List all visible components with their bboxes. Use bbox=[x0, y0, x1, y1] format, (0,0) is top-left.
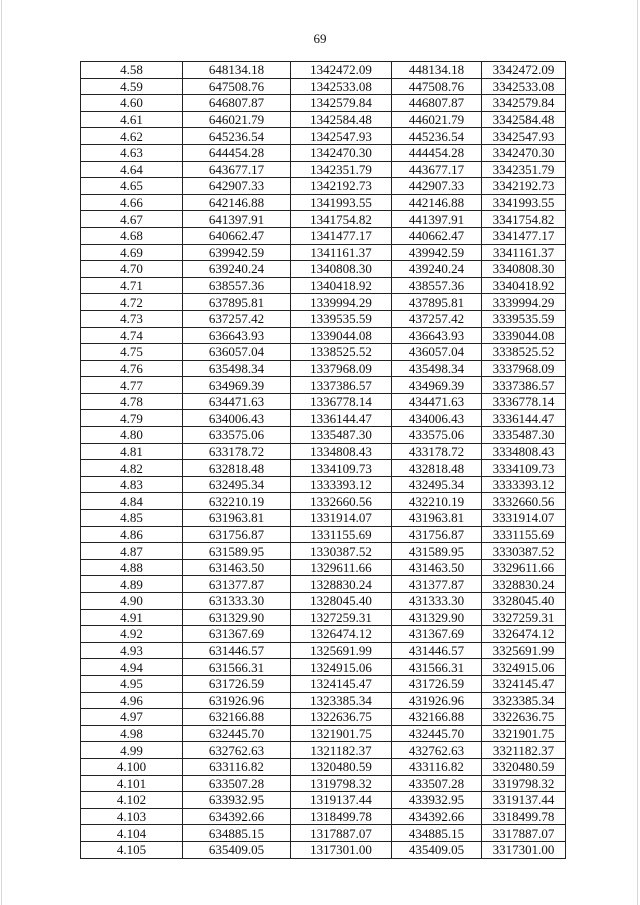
y2-coord-cell: 3324915.06 bbox=[482, 659, 566, 676]
point-id-cell: 4.67 bbox=[81, 211, 183, 228]
y-coord-cell: 1319798.32 bbox=[291, 775, 392, 792]
table-row bbox=[81, 144, 566, 161]
x2-coord-cell: 439240.24 bbox=[392, 261, 482, 278]
x2-coord-cell: 436057.04 bbox=[392, 344, 482, 361]
x2-coord-cell: 442146.88 bbox=[392, 194, 482, 211]
table-row bbox=[81, 659, 566, 676]
x-coord-cell: 645236.54 bbox=[183, 128, 291, 145]
x-coord-cell: 634885.15 bbox=[183, 825, 291, 842]
point-id-cell: 4.90 bbox=[81, 593, 183, 610]
y2-coord-cell: 3342547.93 bbox=[482, 128, 566, 145]
table-row bbox=[81, 775, 566, 792]
table-row bbox=[81, 327, 566, 344]
point-id-cell: 4.71 bbox=[81, 277, 183, 294]
table-row bbox=[81, 709, 566, 726]
y-coord-cell: 1339535.59 bbox=[291, 310, 392, 327]
y2-coord-cell: 3342533.08 bbox=[482, 78, 566, 95]
point-id-cell: 4.80 bbox=[81, 427, 183, 444]
x-coord-cell: 646807.87 bbox=[183, 95, 291, 112]
y-coord-cell: 1336144.47 bbox=[291, 410, 392, 427]
y-coord-cell: 1335487.30 bbox=[291, 427, 392, 444]
x2-coord-cell: 446807.87 bbox=[392, 95, 482, 112]
x2-coord-cell: 438557.36 bbox=[392, 277, 482, 294]
table-row bbox=[81, 78, 566, 95]
table-row bbox=[81, 792, 566, 809]
point-id-cell: 4.73 bbox=[81, 310, 183, 327]
table-row bbox=[81, 161, 566, 178]
point-id-cell: 4.93 bbox=[81, 642, 183, 659]
y2-coord-cell: 3319798.32 bbox=[482, 775, 566, 792]
y2-coord-cell: 3331155.69 bbox=[482, 526, 566, 543]
point-id-cell: 4.85 bbox=[81, 510, 183, 527]
y2-coord-cell: 3329611.66 bbox=[482, 559, 566, 576]
x2-coord-cell: 431756.87 bbox=[392, 526, 482, 543]
y2-coord-cell: 3338525.52 bbox=[482, 344, 566, 361]
x-coord-cell: 636057.04 bbox=[183, 344, 291, 361]
coordinates-table-body bbox=[81, 62, 566, 859]
table-row bbox=[81, 526, 566, 543]
y2-coord-cell: 3336778.14 bbox=[482, 393, 566, 410]
y2-coord-cell: 3340418.92 bbox=[482, 277, 566, 294]
y2-coord-cell: 3340808.30 bbox=[482, 261, 566, 278]
x-coord-cell: 647508.76 bbox=[183, 78, 291, 95]
table-row bbox=[81, 758, 566, 775]
x-coord-cell: 631446.57 bbox=[183, 642, 291, 659]
point-id-cell: 4.100 bbox=[81, 758, 183, 775]
y-coord-cell: 1341993.55 bbox=[291, 194, 392, 211]
y-coord-cell: 1339994.29 bbox=[291, 294, 392, 311]
table-row bbox=[81, 344, 566, 361]
point-id-cell: 4.58 bbox=[81, 62, 183, 79]
x-coord-cell: 631463.50 bbox=[183, 559, 291, 576]
x-coord-cell: 634969.39 bbox=[183, 377, 291, 394]
table-row bbox=[81, 626, 566, 643]
y-coord-cell: 1342351.79 bbox=[291, 161, 392, 178]
point-id-cell: 4.79 bbox=[81, 410, 183, 427]
point-id-cell: 4.69 bbox=[81, 244, 183, 261]
y2-coord-cell: 3335487.30 bbox=[482, 427, 566, 444]
point-id-cell: 4.83 bbox=[81, 476, 183, 493]
x-coord-cell: 631566.31 bbox=[183, 659, 291, 676]
x-coord-cell: 639942.59 bbox=[183, 244, 291, 261]
y-coord-cell: 1318499.78 bbox=[291, 808, 392, 825]
x-coord-cell: 632210.19 bbox=[183, 493, 291, 510]
y2-coord-cell: 3341754.82 bbox=[482, 211, 566, 228]
y2-coord-cell: 3333393.12 bbox=[482, 476, 566, 493]
y2-coord-cell: 3327259.31 bbox=[482, 609, 566, 626]
y-coord-cell: 1342472.09 bbox=[291, 62, 392, 79]
x2-coord-cell: 431566.31 bbox=[392, 659, 482, 676]
y-coord-cell: 1334109.73 bbox=[291, 460, 392, 477]
x-coord-cell: 642146.88 bbox=[183, 194, 291, 211]
scan-edge-left bbox=[1, 0, 2, 905]
y-coord-cell: 1342533.08 bbox=[291, 78, 392, 95]
point-id-cell: 4.59 bbox=[81, 78, 183, 95]
y-coord-cell: 1324915.06 bbox=[291, 659, 392, 676]
x2-coord-cell: 435409.05 bbox=[392, 841, 482, 858]
x2-coord-cell: 432495.34 bbox=[392, 476, 482, 493]
y2-coord-cell: 3339535.59 bbox=[482, 310, 566, 327]
y-coord-cell: 1342547.93 bbox=[291, 128, 392, 145]
y2-coord-cell: 3334109.73 bbox=[482, 460, 566, 477]
y2-coord-cell: 3317301.00 bbox=[482, 841, 566, 858]
y2-coord-cell: 3342470.30 bbox=[482, 144, 566, 161]
x-coord-cell: 633575.06 bbox=[183, 427, 291, 444]
point-id-cell: 4.95 bbox=[81, 675, 183, 692]
table-row bbox=[81, 128, 566, 145]
x-coord-cell: 637895.81 bbox=[183, 294, 291, 311]
point-id-cell: 4.96 bbox=[81, 692, 183, 709]
y2-coord-cell: 3328045.40 bbox=[482, 593, 566, 610]
x-coord-cell: 639240.24 bbox=[183, 261, 291, 278]
y-coord-cell: 1337386.57 bbox=[291, 377, 392, 394]
x2-coord-cell: 432210.19 bbox=[392, 493, 482, 510]
table-row bbox=[81, 460, 566, 477]
x2-coord-cell: 445236.54 bbox=[392, 128, 482, 145]
table-row bbox=[81, 593, 566, 610]
y2-coord-cell: 3319137.44 bbox=[482, 792, 566, 809]
y-coord-cell: 1342584.48 bbox=[291, 111, 392, 128]
table-row bbox=[81, 808, 566, 825]
point-id-cell: 4.89 bbox=[81, 576, 183, 593]
table-row bbox=[81, 211, 566, 228]
x-coord-cell: 631333.30 bbox=[183, 593, 291, 610]
x2-coord-cell: 434392.66 bbox=[392, 808, 482, 825]
y2-coord-cell: 3337386.57 bbox=[482, 377, 566, 394]
y-coord-cell: 1331914.07 bbox=[291, 510, 392, 527]
point-id-cell: 4.68 bbox=[81, 227, 183, 244]
y2-coord-cell: 3342584.48 bbox=[482, 111, 566, 128]
x2-coord-cell: 446021.79 bbox=[392, 111, 482, 128]
table-row bbox=[81, 178, 566, 195]
x-coord-cell: 634392.66 bbox=[183, 808, 291, 825]
x-coord-cell: 648134.18 bbox=[183, 62, 291, 79]
y2-coord-cell: 3337968.09 bbox=[482, 360, 566, 377]
y-coord-cell: 1339044.08 bbox=[291, 327, 392, 344]
point-id-cell: 4.63 bbox=[81, 144, 183, 161]
point-id-cell: 4.105 bbox=[81, 841, 183, 858]
x2-coord-cell: 432762.63 bbox=[392, 742, 482, 759]
x-coord-cell: 646021.79 bbox=[183, 111, 291, 128]
y2-coord-cell: 3323385.34 bbox=[482, 692, 566, 709]
table-row bbox=[81, 111, 566, 128]
x-coord-cell: 641397.91 bbox=[183, 211, 291, 228]
x2-coord-cell: 433116.82 bbox=[392, 758, 482, 775]
table-row bbox=[81, 559, 566, 576]
scan-edge-right bbox=[637, 0, 638, 905]
table-row bbox=[81, 277, 566, 294]
x2-coord-cell: 431446.57 bbox=[392, 642, 482, 659]
y-coord-cell: 1319137.44 bbox=[291, 792, 392, 809]
table-row bbox=[81, 261, 566, 278]
x-coord-cell: 636643.93 bbox=[183, 327, 291, 344]
table-row bbox=[81, 95, 566, 112]
y2-coord-cell: 3342351.79 bbox=[482, 161, 566, 178]
point-id-cell: 4.65 bbox=[81, 178, 183, 195]
table-row bbox=[81, 725, 566, 742]
x-coord-cell: 633507.28 bbox=[183, 775, 291, 792]
y-coord-cell: 1326474.12 bbox=[291, 626, 392, 643]
point-id-cell: 4.104 bbox=[81, 825, 183, 842]
y2-coord-cell: 3330387.52 bbox=[482, 543, 566, 560]
y-coord-cell: 1341754.82 bbox=[291, 211, 392, 228]
y2-coord-cell: 3326474.12 bbox=[482, 626, 566, 643]
table-row bbox=[81, 510, 566, 527]
x-coord-cell: 632445.70 bbox=[183, 725, 291, 742]
point-id-cell: 4.61 bbox=[81, 111, 183, 128]
x-coord-cell: 631329.90 bbox=[183, 609, 291, 626]
point-id-cell: 4.84 bbox=[81, 493, 183, 510]
table-row bbox=[81, 227, 566, 244]
y2-coord-cell: 3320480.59 bbox=[482, 758, 566, 775]
x2-coord-cell: 442907.33 bbox=[392, 178, 482, 195]
point-id-cell: 4.60 bbox=[81, 95, 183, 112]
table-row bbox=[81, 393, 566, 410]
point-id-cell: 4.77 bbox=[81, 377, 183, 394]
y2-coord-cell: 3332660.56 bbox=[482, 493, 566, 510]
x2-coord-cell: 431726.59 bbox=[392, 675, 482, 692]
y-coord-cell: 1330387.52 bbox=[291, 543, 392, 560]
y-coord-cell: 1321182.37 bbox=[291, 742, 392, 759]
point-id-cell: 4.94 bbox=[81, 659, 183, 676]
y-coord-cell: 1340418.92 bbox=[291, 277, 392, 294]
table-row bbox=[81, 609, 566, 626]
x2-coord-cell: 432445.70 bbox=[392, 725, 482, 742]
x-coord-cell: 631726.59 bbox=[183, 675, 291, 692]
x2-coord-cell: 433178.72 bbox=[392, 443, 482, 460]
x2-coord-cell: 431377.87 bbox=[392, 576, 482, 593]
coordinates-table bbox=[80, 61, 566, 859]
y-coord-cell: 1338525.52 bbox=[291, 344, 392, 361]
table-row bbox=[81, 443, 566, 460]
y-coord-cell: 1324145.47 bbox=[291, 675, 392, 692]
x-coord-cell: 631756.87 bbox=[183, 526, 291, 543]
x-coord-cell: 637257.42 bbox=[183, 310, 291, 327]
table-row bbox=[81, 692, 566, 709]
y-coord-cell: 1317887.07 bbox=[291, 825, 392, 842]
point-id-cell: 4.86 bbox=[81, 526, 183, 543]
table-row bbox=[81, 476, 566, 493]
x2-coord-cell: 431963.81 bbox=[392, 510, 482, 527]
y-coord-cell: 1322636.75 bbox=[291, 709, 392, 726]
x-coord-cell: 635409.05 bbox=[183, 841, 291, 858]
x-coord-cell: 632166.88 bbox=[183, 709, 291, 726]
table-row bbox=[81, 62, 566, 79]
x2-coord-cell: 431589.95 bbox=[392, 543, 482, 560]
x-coord-cell: 631377.87 bbox=[183, 576, 291, 593]
x2-coord-cell: 439942.59 bbox=[392, 244, 482, 261]
x-coord-cell: 638557.36 bbox=[183, 277, 291, 294]
y-coord-cell: 1334808.43 bbox=[291, 443, 392, 460]
y-coord-cell: 1336778.14 bbox=[291, 393, 392, 410]
point-id-cell: 4.98 bbox=[81, 725, 183, 742]
y2-coord-cell: 3321901.75 bbox=[482, 725, 566, 742]
y-coord-cell: 1327259.31 bbox=[291, 609, 392, 626]
x-coord-cell: 631926.96 bbox=[183, 692, 291, 709]
page-number: 69 bbox=[313, 31, 327, 46]
x2-coord-cell: 431367.69 bbox=[392, 626, 482, 643]
x2-coord-cell: 435498.34 bbox=[392, 360, 482, 377]
table-row bbox=[81, 825, 566, 842]
y-coord-cell: 1320480.59 bbox=[291, 758, 392, 775]
y2-coord-cell: 3334808.43 bbox=[482, 443, 566, 460]
y-coord-cell: 1329611.66 bbox=[291, 559, 392, 576]
table-row bbox=[81, 310, 566, 327]
table-row bbox=[81, 675, 566, 692]
x2-coord-cell: 433932.95 bbox=[392, 792, 482, 809]
point-id-cell: 4.70 bbox=[81, 261, 183, 278]
point-id-cell: 4.97 bbox=[81, 709, 183, 726]
y2-coord-cell: 3336144.47 bbox=[482, 410, 566, 427]
x2-coord-cell: 431329.90 bbox=[392, 609, 482, 626]
y-coord-cell: 1341477.17 bbox=[291, 227, 392, 244]
y2-coord-cell: 3331914.07 bbox=[482, 510, 566, 527]
point-id-cell: 4.92 bbox=[81, 626, 183, 643]
table-row bbox=[81, 244, 566, 261]
x2-coord-cell: 432166.88 bbox=[392, 709, 482, 726]
y-coord-cell: 1332660.56 bbox=[291, 493, 392, 510]
y-coord-cell: 1331155.69 bbox=[291, 526, 392, 543]
y2-coord-cell: 3341161.37 bbox=[482, 244, 566, 261]
x-coord-cell: 640662.47 bbox=[183, 227, 291, 244]
table-row bbox=[81, 642, 566, 659]
x-coord-cell: 631963.81 bbox=[183, 510, 291, 527]
x-coord-cell: 632762.63 bbox=[183, 742, 291, 759]
point-id-cell: 4.82 bbox=[81, 460, 183, 477]
x2-coord-cell: 431333.30 bbox=[392, 593, 482, 610]
point-id-cell: 4.91 bbox=[81, 609, 183, 626]
point-id-cell: 4.87 bbox=[81, 543, 183, 560]
point-id-cell: 4.62 bbox=[81, 128, 183, 145]
table-row bbox=[81, 742, 566, 759]
y2-coord-cell: 3342192.73 bbox=[482, 178, 566, 195]
point-id-cell: 4.88 bbox=[81, 559, 183, 576]
y2-coord-cell: 3325691.99 bbox=[482, 642, 566, 659]
table-row bbox=[81, 493, 566, 510]
x2-coord-cell: 433507.28 bbox=[392, 775, 482, 792]
table-row bbox=[81, 576, 566, 593]
x2-coord-cell: 437257.42 bbox=[392, 310, 482, 327]
y-coord-cell: 1321901.75 bbox=[291, 725, 392, 742]
y2-coord-cell: 3339994.29 bbox=[482, 294, 566, 311]
y2-coord-cell: 3321182.37 bbox=[482, 742, 566, 759]
table-row bbox=[81, 841, 566, 858]
point-id-cell: 4.81 bbox=[81, 443, 183, 460]
x-coord-cell: 642907.33 bbox=[183, 178, 291, 195]
y2-coord-cell: 3322636.75 bbox=[482, 709, 566, 726]
y-coord-cell: 1342192.73 bbox=[291, 178, 392, 195]
y2-coord-cell: 3318499.78 bbox=[482, 808, 566, 825]
x2-coord-cell: 447508.76 bbox=[392, 78, 482, 95]
y2-coord-cell: 3341993.55 bbox=[482, 194, 566, 211]
y-coord-cell: 1342470.30 bbox=[291, 144, 392, 161]
y-coord-cell: 1328045.40 bbox=[291, 593, 392, 610]
y-coord-cell: 1341161.37 bbox=[291, 244, 392, 261]
point-id-cell: 4.66 bbox=[81, 194, 183, 211]
y-coord-cell: 1325691.99 bbox=[291, 642, 392, 659]
x2-coord-cell: 444454.28 bbox=[392, 144, 482, 161]
point-id-cell: 4.99 bbox=[81, 742, 183, 759]
y-coord-cell: 1323385.34 bbox=[291, 692, 392, 709]
x2-coord-cell: 434006.43 bbox=[392, 410, 482, 427]
y2-coord-cell: 3342579.84 bbox=[482, 95, 566, 112]
x-coord-cell: 631367.69 bbox=[183, 626, 291, 643]
point-id-cell: 4.78 bbox=[81, 393, 183, 410]
y-coord-cell: 1317301.00 bbox=[291, 841, 392, 858]
point-id-cell: 4.102 bbox=[81, 792, 183, 809]
table-row bbox=[81, 360, 566, 377]
point-id-cell: 4.64 bbox=[81, 161, 183, 178]
x-coord-cell: 634006.43 bbox=[183, 410, 291, 427]
x-coord-cell: 632495.34 bbox=[183, 476, 291, 493]
y2-coord-cell: 3328830.24 bbox=[482, 576, 566, 593]
table-row bbox=[81, 410, 566, 427]
x2-coord-cell: 440662.47 bbox=[392, 227, 482, 244]
x2-coord-cell: 434885.15 bbox=[392, 825, 482, 842]
y2-coord-cell: 3324145.47 bbox=[482, 675, 566, 692]
x-coord-cell: 632818.48 bbox=[183, 460, 291, 477]
x2-coord-cell: 432818.48 bbox=[392, 460, 482, 477]
x-coord-cell: 631589.95 bbox=[183, 543, 291, 560]
table-row bbox=[81, 294, 566, 311]
x-coord-cell: 633116.82 bbox=[183, 758, 291, 775]
y-coord-cell: 1342579.84 bbox=[291, 95, 392, 112]
y-coord-cell: 1340808.30 bbox=[291, 261, 392, 278]
point-id-cell: 4.74 bbox=[81, 327, 183, 344]
y2-coord-cell: 3342472.09 bbox=[482, 62, 566, 79]
y-coord-cell: 1337968.09 bbox=[291, 360, 392, 377]
y2-coord-cell: 3339044.08 bbox=[482, 327, 566, 344]
point-id-cell: 4.76 bbox=[81, 360, 183, 377]
table-row bbox=[81, 377, 566, 394]
x2-coord-cell: 434471.63 bbox=[392, 393, 482, 410]
x-coord-cell: 633932.95 bbox=[183, 792, 291, 809]
point-id-cell: 4.101 bbox=[81, 775, 183, 792]
x-coord-cell: 634471.63 bbox=[183, 393, 291, 410]
point-id-cell: 4.72 bbox=[81, 294, 183, 311]
y2-coord-cell: 3317887.07 bbox=[482, 825, 566, 842]
x2-coord-cell: 441397.91 bbox=[392, 211, 482, 228]
point-id-cell: 4.103 bbox=[81, 808, 183, 825]
x2-coord-cell: 433575.06 bbox=[392, 427, 482, 444]
x2-coord-cell: 448134.18 bbox=[392, 62, 482, 79]
x2-coord-cell: 434969.39 bbox=[392, 377, 482, 394]
table-row bbox=[81, 194, 566, 211]
x-coord-cell: 643677.17 bbox=[183, 161, 291, 178]
y2-coord-cell: 3341477.17 bbox=[482, 227, 566, 244]
x2-coord-cell: 443677.17 bbox=[392, 161, 482, 178]
x2-coord-cell: 437895.81 bbox=[392, 294, 482, 311]
x2-coord-cell: 431463.50 bbox=[392, 559, 482, 576]
x2-coord-cell: 431926.96 bbox=[392, 692, 482, 709]
y-coord-cell: 1328830.24 bbox=[291, 576, 392, 593]
x-coord-cell: 644454.28 bbox=[183, 144, 291, 161]
x2-coord-cell: 436643.93 bbox=[392, 327, 482, 344]
point-id-cell: 4.75 bbox=[81, 344, 183, 361]
table-row bbox=[81, 543, 566, 560]
x-coord-cell: 635498.34 bbox=[183, 360, 291, 377]
table-row bbox=[81, 427, 566, 444]
y-coord-cell: 1333393.12 bbox=[291, 476, 392, 493]
x-coord-cell: 633178.72 bbox=[183, 443, 291, 460]
